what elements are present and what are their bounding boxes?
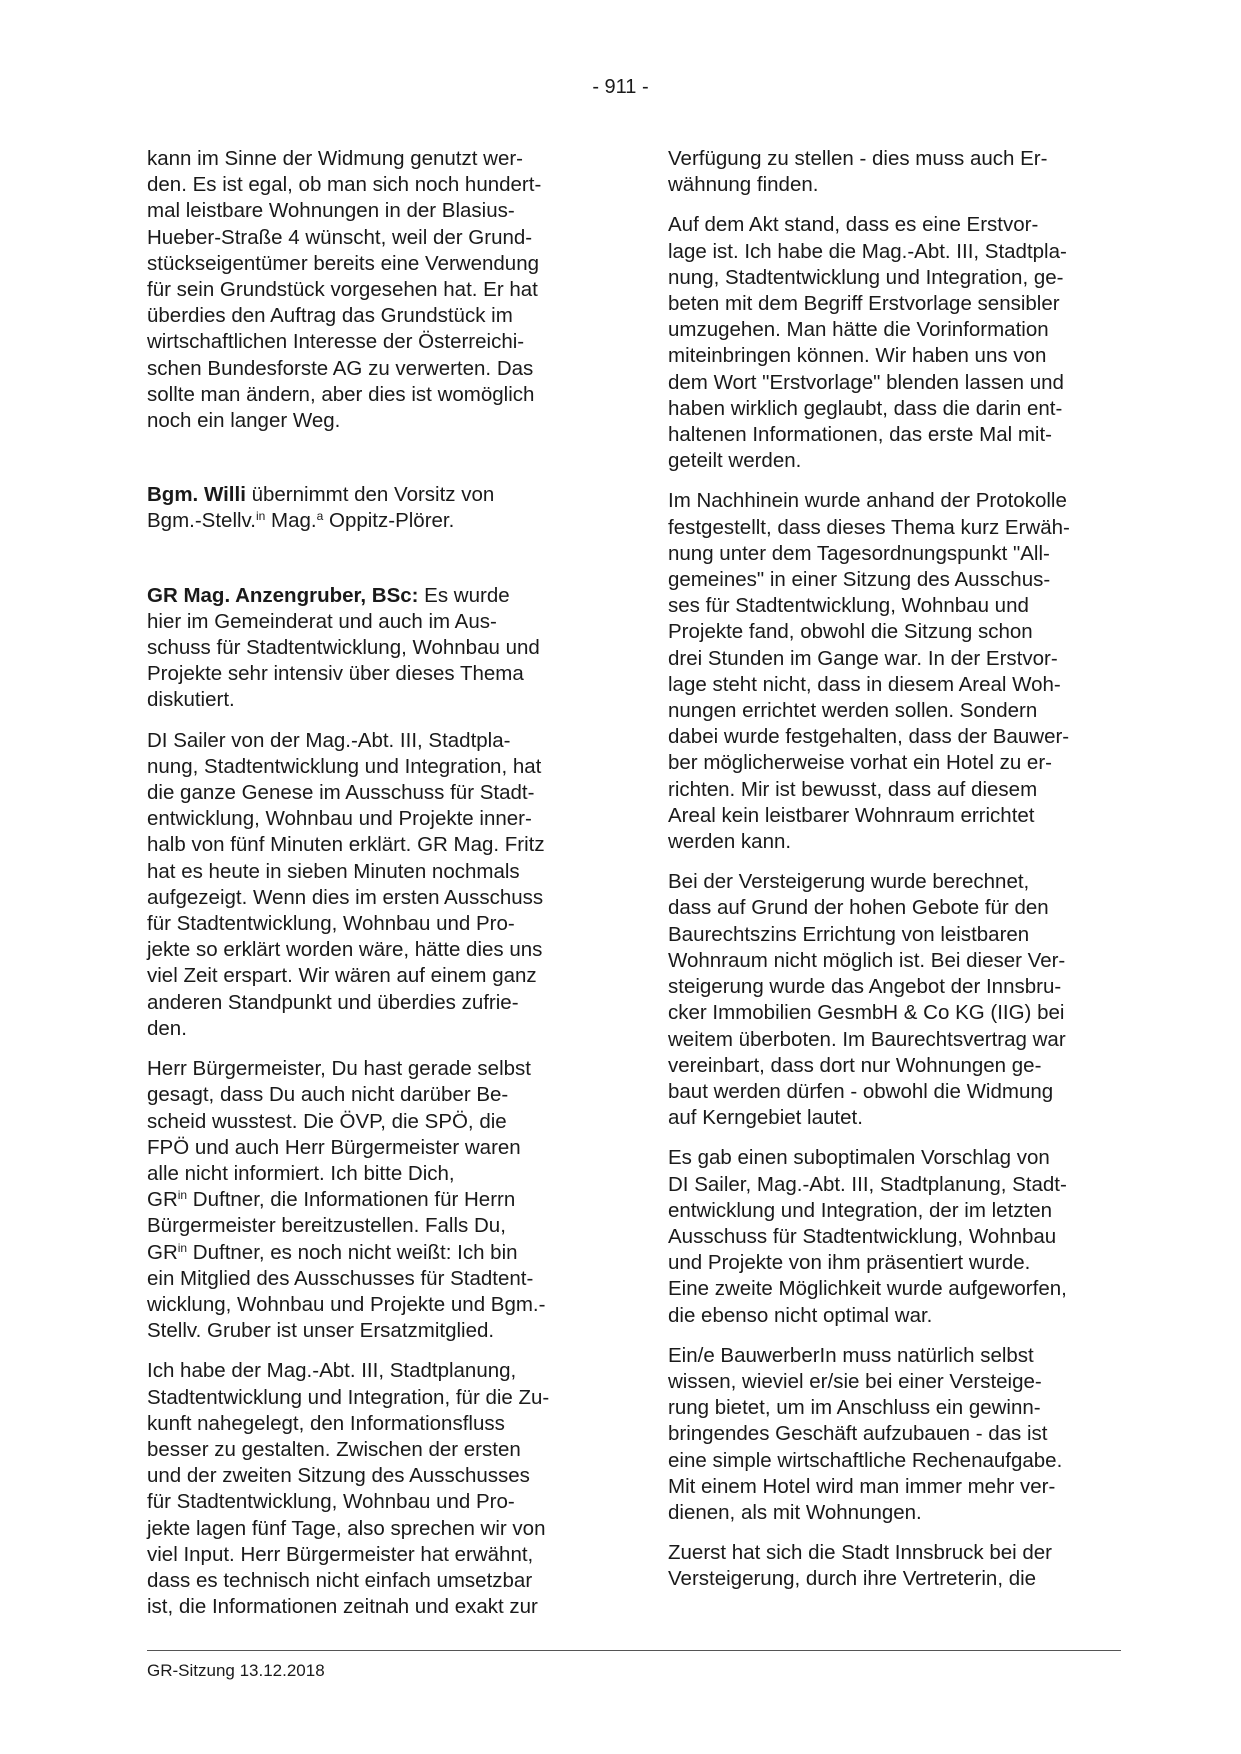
text-line: Im Nachhinein wurde anhand der Protokolle [668,489,1067,513]
text-line: haltenen Informationen, das erste Mal mit- [668,423,1052,447]
text-line: richten. Mir ist bewusst, dass auf diesem [668,777,1038,801]
text-line: Ich habe der Mag.-Abt. III, Stadtplanung, [147,1359,517,1383]
text-line: für Stadtentwicklung, Wohnbau und Pro- [147,912,515,936]
footer-divider [147,1650,1121,1651]
text-line: Ausschuss für Stadtentwicklung, Wohnbau [668,1224,1057,1248]
text-line: den. Es ist egal, ob man sich noch hundert- [147,173,542,197]
text-line: Areal kein leistbarer Wohnraum errichtet [668,803,1035,827]
text-line: wirtschaftlichen Interesse der Österreichi- [147,330,525,354]
text-line: die ebenso nicht optimal war. [668,1303,933,1327]
left-column [147,146,605,1634]
text-line: wähnung finden. [668,173,819,197]
text-fragment: Mag. [265,509,317,533]
text-line: Baurechtszins Errichtung von leistbaren [668,922,1030,946]
text-line: noch ein langer Weg. [147,409,341,433]
chair-handover-paragraph [147,482,605,534]
text-line: nung, Stadtentwicklung und Integration, hat [147,754,542,778]
speech-anzengruber-intro [147,583,605,714]
footer-session-date: GR-Sitzung 13.12.2018 [147,1661,325,1680]
page-number: - 911 - [592,76,649,98]
text-line: ses für Stadtentwicklung, Wohnbau und [668,594,1029,618]
right-paragraph-5 [668,1145,1126,1328]
text-fragment: Oppitz-Plörer. [323,509,455,533]
text-line: eine simple wirtschaftliche Rechenaufgabe. [668,1448,1063,1472]
text-line: gemeines" in einer Sitzung des Ausschus- [668,568,1051,592]
text-line: gesagt, dass Du auch nicht darüber Be- [147,1083,509,1107]
superscript: in [177,1240,188,1255]
text-line: mal leistbare Wohnungen in der Blasius- [147,199,515,223]
text-line [147,1187,605,1213]
text-line: Auf dem Akt stand, dass es eine Erstvor- [668,213,1039,237]
text-line: bringendes Geschäft aufzubauen - das ist [668,1422,1048,1446]
text-line: geteilt werden. [668,449,802,473]
text-line: scheid wusstest. Die ÖVP, die SPÖ, die [147,1109,507,1133]
text-line: jekte lagen fünf Tage, also sprechen wir von [147,1516,546,1540]
text-line: ist, die Informationen zeitnah und exakt zur [147,1595,538,1619]
text-line: Eine zweite Möglichkeit wurde aufgeworfen, [668,1277,1067,1301]
text-line: lage steht nicht, dass in diesem Areal Woh- [668,672,1061,696]
text-line [147,583,605,609]
text-fragment: GR [147,1240,178,1264]
right-paragraph-3 [668,488,1126,855]
text-line: dem Wort "Erstvorlage" blenden lassen und [668,370,1064,394]
speaker-name: Bgm. Willi [147,483,246,507]
text-fragment: Es wurde [418,583,510,607]
text-line: Stellv. Gruber ist unser Ersatzmitglied. [147,1319,495,1343]
text-fragment: Duftner, die Informationen für Herrn [187,1188,516,1212]
text-line: schuss für Stadtentwicklung, Wohnbau und [147,636,540,660]
text-line: stückseigentümer bereits eine Verwendung [147,251,540,275]
text-line: auf Kerngebiet lautet. [668,1106,863,1130]
text-line: überdies den Auftrag das Grundstück im [147,304,513,328]
text-line: Es gab einen suboptimalen Vorschlag von [668,1146,1050,1170]
text-line: viel Input. Herr Bürgermeister hat erwähnt, [147,1542,534,1566]
text-line: Projekte sehr intensiv über dieses Thema [147,662,524,686]
text-line: dienen, als mit Wohnungen. [668,1500,922,1524]
text-line [147,1240,605,1266]
text-line: Bei der Versteigerung wurde berechnet, [668,870,1030,894]
text-line: ber möglicherweise vorhat ein Hotel zu er- [668,751,1052,775]
left-paragraph-1 [147,146,605,434]
right-paragraph-1 [668,146,1126,198]
text-line: FPÖ und auch Herr Bürgermeister waren [147,1135,521,1159]
text-line: jekte so erklärt worden wäre, hätte dies uns [147,938,543,962]
text-line: viel Zeit erspart. Wir wären auf einem ganz [147,964,537,988]
text-fragment: übernimmt den Vorsitz von [245,483,495,507]
text-line: kann im Sinne der Widmung genutzt wer- [147,147,524,170]
left-paragraph-5 [147,1056,605,1344]
text-line: lage ist. Ich habe die Mag.-Abt. III, Stadtpla- [668,239,1067,263]
text-line: hier im Gemeinderat und auch im Aus- [147,609,497,633]
text-line: für Stadtentwicklung, Wohnbau und Pro- [147,1490,515,1514]
text-line: alle nicht informiert. Ich bitte Dich, [147,1161,455,1185]
text-line: Verfügung zu stellen - dies muss auch Er- [668,147,1048,170]
left-paragraph-6 [147,1358,605,1620]
text-line: diskutiert. [147,688,235,712]
text-line: Versteigerung, durch ihre Vertreterin, die [668,1567,1037,1591]
text-line: wissen, wieviel er/sie bei einer Versteige- [668,1369,1042,1393]
text-line: Stadtentwicklung und Integration, für die Zu- [147,1385,550,1409]
text-line [147,482,605,508]
left-paragraph-4 [147,728,605,1042]
text-line: vereinbart, dass dort nur Wohnungen ge- [668,1053,1042,1077]
text-line: halb von fünf Minuten erklärt. GR Mag. Fritz [147,833,545,857]
text-line: dabei wurde festgehalten, dass der Bauwer- [668,725,1070,749]
text-line: den. [147,1016,187,1040]
superscript: a [316,509,324,524]
text-line: Herr Bürgermeister, Du hast gerade selbst [147,1057,531,1081]
text-line: wicklung, Wohnbau und Projekte und Bgm.- [147,1292,546,1316]
text-line: die ganze Genese im Ausschuss für Stadt- [147,781,535,805]
text-line: aufgezeigt. Wenn dies im ersten Ausschuss [147,885,544,909]
text-fragment: GR [147,1188,178,1212]
text-line: und Projekte von ihm präsentiert wurde. [668,1251,1031,1275]
text-line: beten mit dem Begriff Erstvorlage sensibler [668,292,1060,316]
text-line: dass es technisch nicht einfach umsetzbar [147,1568,533,1592]
right-column [668,146,1126,1607]
text-line: DI Sailer, Mag.-Abt. III, Stadtplanung, Stadt- [668,1172,1067,1196]
text-line: entwicklung und Integration, der im letzten [668,1198,1053,1222]
right-paragraph-6 [668,1343,1126,1526]
text-line: dass auf Grund der hohen Gebote für den [668,896,1049,920]
text-line: umzugehen. Man hätte die Vorinformation [668,318,1049,342]
text-line: DI Sailer von der Mag.-Abt. III, Stadtpla- [147,728,511,752]
text-line: schen Bundesforste AG zu verwerten. Das [147,356,534,380]
right-paragraph-7 [668,1540,1126,1592]
speaker-name: GR Mag. Anzengruber, BSc: [147,583,419,607]
text-line: Mit einem Hotel wird man immer mehr ver- [668,1474,1056,1498]
text-line: werden kann. [668,830,792,854]
text-line: sollte man ändern, aber dies ist womöglich [147,382,535,406]
superscript: in [255,509,266,524]
superscript: in [177,1188,188,1203]
text-line: und der zweiten Sitzung des Ausschusses [147,1464,530,1488]
text-line: anderen Standpunkt und überdies zufrie- [147,990,519,1014]
text-line: Wohnraum nicht möglich ist. Bei dieser Ver- [668,948,1066,972]
text-line: Zuerst hat sich die Stadt Innsbruck bei der [668,1541,1053,1565]
text-line: entwicklung, Wohnbau und Projekte inner- [147,807,532,831]
text-line: hat es heute in sieben Minuten nochmals [147,859,520,883]
text-line: Ein/e BauwerberIn muss natürlich selbst [668,1343,1034,1367]
text-line: festgestellt, dass dieses Thema kurz Erwäh- [668,515,1070,539]
text-fragment: Bgm.-Stellv. [147,509,256,533]
text-line: nung, Stadtentwicklung und Integration, ge- [668,265,1064,289]
text-line: weitem überboten. Im Baurechtsvertrag war [668,1027,1066,1051]
right-paragraph-2 [668,212,1126,474]
right-paragraph-4 [668,869,1126,1131]
text-line: drei Stunden im Gange war. In der Erstvor- [668,646,1058,670]
text-line: haben wirklich geglaubt, dass die darin ent- [668,396,1063,420]
text-line: besser zu gestalten. Zwischen der ersten [147,1437,521,1461]
text-line: kunft nahegelegt, den Informationsfluss [147,1411,505,1435]
text-line: für sein Grundstück vorgesehen hat. Er hat [147,278,538,302]
text-line: Projekte fand, obwohl die Sitzung schon [668,620,1033,644]
text-line: Hueber-Straße 4 wünscht, weil der Grund- [147,225,533,249]
text-line: cker Immobilien GesmbH & Co KG (IIG) bei [668,1001,1065,1025]
text-line: miteinbringen können. Wir haben uns von [668,344,1047,368]
text-line: nung unter dem Tagesordnungspunkt "All- [668,541,1050,565]
text-line: baut werden dürfen - obwohl die Widmung [668,1079,1054,1103]
text-line: Bürgermeister bereitzustellen. Falls Du, [147,1214,506,1238]
text-line: ein Mitglied des Ausschusses für Stadtent- [147,1266,534,1290]
text-line: rung bietet, um im Anschluss ein gewinn- [668,1396,1041,1420]
text-fragment: Duftner, es noch nicht weißt: Ich bin [187,1240,518,1264]
text-line [147,508,605,534]
text-line: steigerung wurde das Angebot der Innsbru- [668,975,1062,999]
text-line: nungen errichtet werden sollen. Sondern [668,699,1038,723]
